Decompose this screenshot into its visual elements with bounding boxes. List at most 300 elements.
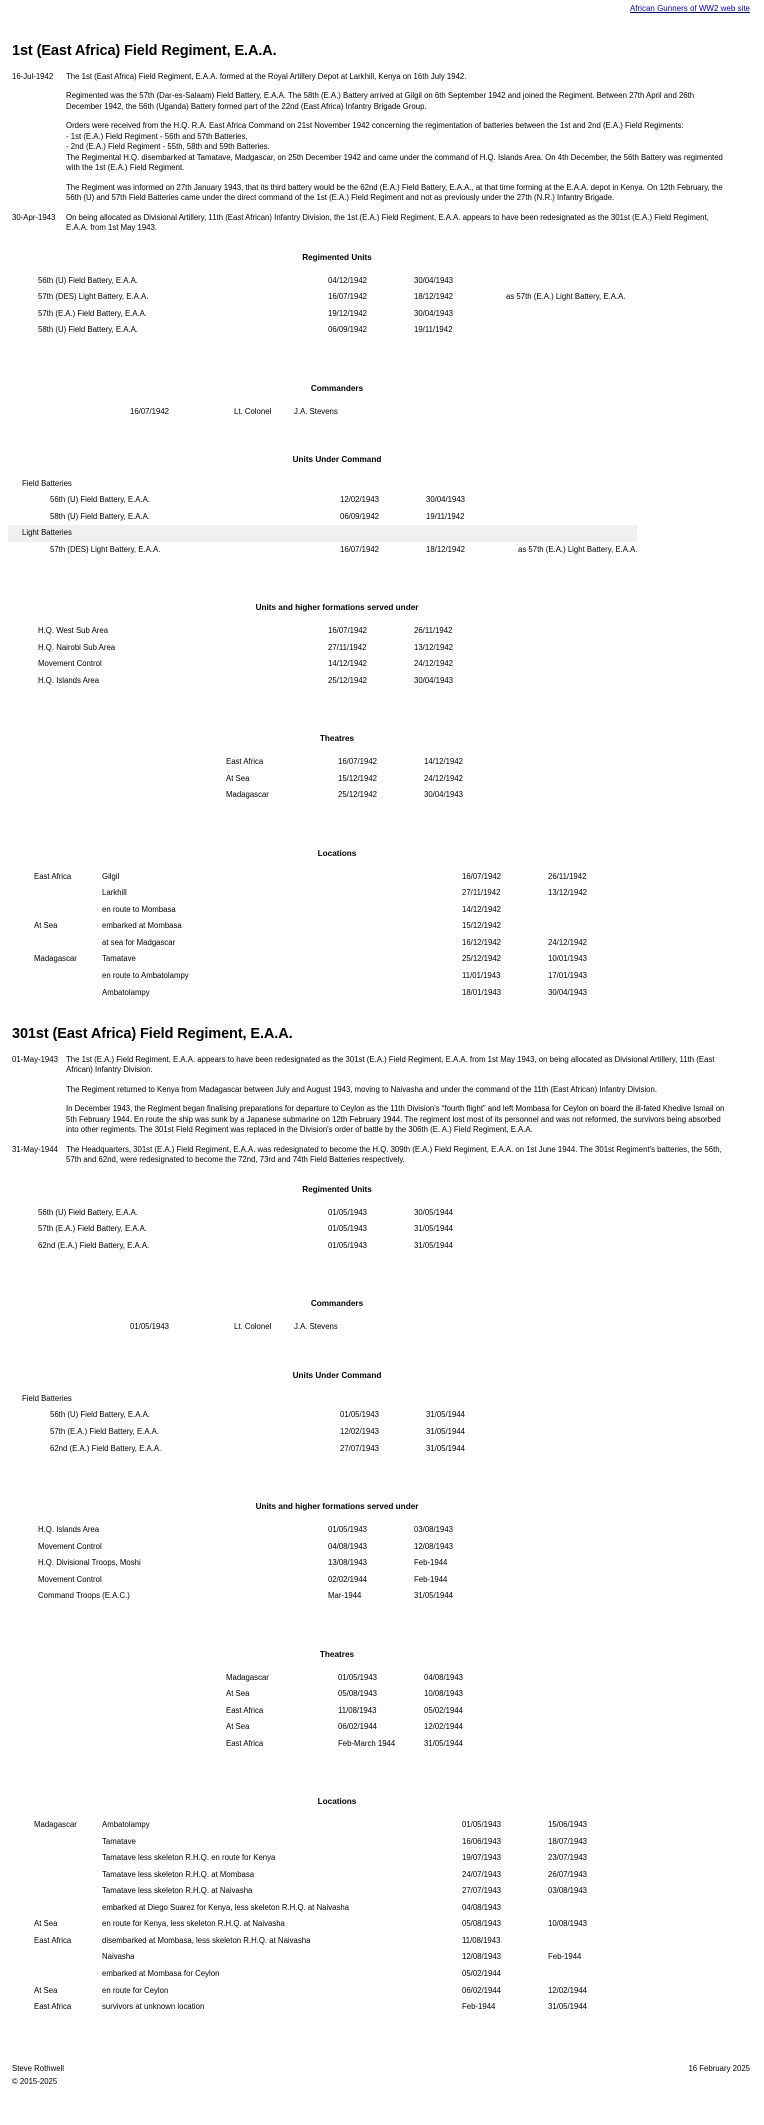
unit-note: [500, 1221, 506, 1238]
location-to-date: Feb-1944: [548, 1952, 582, 1962]
location-theatre: [34, 885, 102, 902]
regimented-units-heading: Regimented Units: [302, 1184, 372, 1194]
location-to-date: [548, 1966, 634, 1983]
regimented-units-table: [8, 1205, 506, 1255]
table-row: [8, 1539, 500, 1556]
location-to-date: 12/02/1944: [548, 1985, 588, 1995]
unit-name: 58th (U) Field Battery, E.A.A.: [50, 511, 150, 521]
table-row: [34, 902, 634, 919]
table-row: [8, 1555, 500, 1572]
location-theatre: At Sea: [34, 1919, 58, 1929]
location-from-date: 14/12/1942: [462, 904, 502, 914]
table-row: [34, 1817, 634, 1834]
unit-note: [500, 322, 625, 339]
history-paragraph: Regimented was the 57th (Dar-es-Salaam) Field Battery, E.A.A. The 58th (E.A.) Battery arrived at Gilgil on 6th September 1942 and joined the Regiment. Between 27th April and 26th December 1942, the 56th (Uganda) Battery formed part of the 22nd (East Africa) Infantry Brigade Group.: [66, 91, 695, 111]
theatre-to-date: 04/08/1943: [424, 1672, 464, 1682]
group-label: Field Batteries: [22, 1393, 72, 1403]
units-under-command-table: [8, 476, 637, 559]
table-row: [130, 404, 338, 421]
formation-to-date: 24/12/1942: [414, 659, 454, 669]
history-entry-date: 30-Apr-1943: [12, 212, 56, 222]
theatre-to-date: 31/05/1944: [424, 1738, 464, 1748]
theatre-name: Madagascar: [226, 790, 269, 800]
history-paragraph: The 1st (East Africa) Field Regiment, E.A.A. formed at the Royal Artillery Depot at Larkhill, Kenya on 16th July 1942.: [66, 71, 467, 81]
location-from-date: 05/02/1944: [462, 1969, 502, 1978]
table-row: [8, 542, 637, 559]
history-paragraph: Orders were received from the H.Q. R.A. East Africa Command on 21st November 1942 concerning the regimentation of batteries between the 1st and 2nd (E.A.) Field Regiments:: [66, 121, 684, 131]
location-from-date: 15/12/1942: [462, 921, 502, 931]
unit-name: 57th (E.A.) Field Battery, E.A.A.: [38, 308, 148, 318]
theatre-name: East Africa: [226, 757, 264, 767]
table-row: [34, 1933, 634, 1950]
location-from-date: 11/08/1943: [462, 1935, 501, 1945]
spacer: [8, 1752, 756, 1778]
location-theatre: At Sea: [34, 921, 58, 931]
location-to-date: 18/07/1943: [548, 1836, 588, 1846]
regiment-title: 1st (East Africa) Field Regiment, E.A.A.: [12, 43, 277, 59]
location-from-date: 18/01/1943: [462, 987, 502, 997]
table-row: [34, 1883, 634, 1900]
formation-name: H.Q. Nairobi Sub Area: [38, 642, 116, 652]
table-row: [34, 1999, 634, 2016]
location-from-date: 16/06/1943: [462, 1836, 502, 1846]
table-row: [8, 1407, 518, 1424]
unit-note: [500, 1205, 506, 1222]
group-label: Light Batteries: [8, 525, 637, 542]
unit-from-date: 16/07/1942: [340, 544, 380, 554]
commander-rank: Lt. Colonel: [234, 406, 272, 416]
unit-note: as 57th (E.A.) Light Battery, E.A.A.: [518, 544, 638, 554]
theatre-from-date: 16/07/1942: [338, 757, 378, 767]
location-place: en route for Ceylon: [102, 1985, 169, 1995]
unit-name: 58th (U) Field Battery, E.A.A.: [38, 325, 138, 335]
theatre-from-date: 15/12/1942: [338, 773, 378, 783]
location-place: Tamatave: [102, 1836, 136, 1846]
unit-to-date: 31/05/1944: [426, 1443, 466, 1453]
formation-from-date: 04/08/1943: [328, 1541, 368, 1551]
commanders-heading: Commanders: [310, 1299, 364, 1309]
location-from-date: 11/01/1943: [462, 970, 501, 980]
table-row: [34, 951, 634, 968]
table-row: [8, 1221, 506, 1238]
african-gunners-website-link[interactable]: African Gunners of WW2 web site: [629, 4, 750, 13]
footer-copyright: © 2015-2025: [12, 2077, 58, 2087]
theatre-name: At Sea: [226, 1689, 250, 1699]
history-entry-date: 01-May-1943: [12, 1054, 58, 1064]
location-to-date: [548, 1933, 634, 1950]
footer-date: 16 February 2025: [688, 2063, 750, 2073]
history-paragraph: - 2nd (E.A.) Field Regiment - 55th, 58th and 59th Batteries.: [66, 142, 270, 152]
regiments-container: [8, 42, 756, 2016]
formation-name: H.Q. West Sub Area: [38, 626, 109, 636]
unit-name: 57th (DES) Light Battery, E.A.A.: [50, 544, 161, 554]
table-row: [8, 289, 625, 306]
table-row: [226, 1719, 510, 1736]
regiment-section-1: [8, 42, 756, 1001]
table-row: [8, 322, 625, 339]
location-theatre: Madagascar: [34, 1820, 77, 1830]
served-under-table: [8, 623, 500, 689]
location-theatre: Madagascar: [34, 954, 77, 964]
location-from-date: 16/12/1942: [462, 937, 502, 947]
unit-note: [500, 273, 625, 290]
unit-from-date: 19/12/1942: [328, 308, 368, 318]
table-row: [34, 885, 634, 902]
location-to-date: [548, 1900, 634, 1917]
history-entry-body: [66, 1055, 756, 1136]
table-row: [8, 673, 500, 690]
table-row: [226, 787, 510, 804]
unit-note: [500, 1238, 506, 1255]
locations-table: [34, 1817, 634, 2015]
locations-heading: Locations: [317, 1797, 357, 1807]
theatre-from-date: 06/02/1944: [338, 1722, 378, 1732]
history-entry: [8, 213, 756, 234]
table-row: [34, 1949, 634, 1966]
theatre-to-date: 24/12/1942: [424, 773, 464, 783]
theatre-to-date: 30/04/1943: [424, 790, 464, 800]
theatre-to-date: 10/08/1943: [424, 1689, 464, 1699]
table-row: [8, 623, 500, 640]
unit-to-date: 19/11/1942: [414, 325, 453, 335]
history-entry-body: [66, 213, 756, 234]
location-from-date: 24/07/1943: [462, 1869, 502, 1879]
theatre-from-date: 25/12/1942: [338, 790, 378, 800]
location-from-date: 27/11/1942: [462, 888, 501, 898]
unit-from-date: 06/09/1942: [340, 511, 380, 521]
theatre-from-date: 05/08/1943: [338, 1689, 378, 1699]
location-place: en route for Kenya, less skeleton R.H.Q. at Naivasha: [102, 1919, 285, 1929]
unit-from-date: 01/05/1943: [340, 1410, 380, 1420]
spacer: [8, 1605, 756, 1631]
theatre-to-date: 12/02/1944: [424, 1722, 464, 1732]
theatre-name: Madagascar: [226, 1672, 269, 1682]
location-theatre: [34, 902, 102, 919]
formation-from-date: 27/11/1942: [328, 642, 367, 652]
table-row: [8, 640, 500, 657]
regiment-history: [8, 72, 756, 234]
theatre-from-date: Feb-March 1944: [338, 1738, 396, 1748]
formation-to-date: Feb-1944: [414, 1574, 448, 1584]
location-to-date: 03/08/1943: [548, 1886, 588, 1896]
location-place: disembarked at Mombasa, less skeleton R.H.Q. at Naivasha: [102, 1935, 311, 1945]
location-to-date: 26/11/1942: [548, 871, 587, 881]
location-to-date: 15/06/1943: [548, 1820, 588, 1830]
formation-name: H.Q. Islands Area: [38, 1525, 100, 1535]
theatres-heading: Theatres: [319, 734, 355, 744]
unit-to-date: 31/05/1944: [414, 1240, 454, 1250]
history-entry: [8, 72, 756, 204]
table-row: [34, 985, 634, 1002]
formation-name: Movement Control: [38, 1541, 102, 1551]
table-row: [226, 1686, 510, 1703]
spacer: [8, 420, 756, 436]
location-theatre: [34, 1883, 102, 1900]
unit-from-date: 12/02/1943: [340, 495, 380, 505]
history-paragraph: On being allocated as Divisional Artillery, 11th (East African) Infantry Division, the 1st (E.A.) Field Regiment, E.A.A. appears to have been redesignated as the 301st (E.A.) Field Regiment, E.A.A. from 1st May 1943.: [66, 212, 709, 233]
spacer: [8, 1254, 756, 1280]
served-under-heading: Units and higher formations served under: [255, 603, 419, 613]
commander-name: J.A. Stevens: [294, 406, 338, 416]
location-from-date: 06/02/1944: [462, 1985, 502, 1995]
served-under-heading: Units and higher formations served under: [255, 1502, 419, 1512]
location-from-date: 12/08/1943: [462, 1952, 502, 1962]
history-paragraph: In December 1943, the Regiment began finalising preparations for departure to Ceylon as the 11th Division's “fourth flight” and left Mombasa for Ceylon on board the ill-fated Khedive Ismail on 5th February 1944. En route the ship was sunk by a Japanese submarine on 12th February 1944. The regiment lost most of its personnel and was not reformed, the survivors being absorbed into other regiments. The 301st Field Regiment was replaced in the Division's order of battle by the 306th (E. A.) Field Regiment, E.A.A.: [66, 1104, 725, 1135]
table-row: [34, 1983, 634, 2000]
history-entry-date: 31-May-1944: [12, 1144, 58, 1154]
location-place: Tamatave less skeleton R.H.Q. en route for Kenya: [102, 1853, 276, 1863]
formation-name: H.Q. Divisional Troops, Moshi: [38, 1558, 141, 1568]
table-row: [8, 492, 637, 509]
page-footer: [8, 2064, 756, 2101]
location-from-date: 01/05/1943: [462, 1820, 502, 1830]
location-place: survivors at unknown location: [102, 2002, 205, 2012]
formation-name: H.Q. Islands Area: [38, 675, 100, 685]
unit-to-date: 19/11/1942: [426, 511, 465, 521]
formation-name: Command Troops (E.A.C.): [38, 1591, 130, 1601]
locations-table: [34, 869, 634, 1001]
unit-to-date: 30/04/1943: [414, 275, 454, 285]
unit-name: 57th (E.A.) Field Battery, E.A.A.: [50, 1426, 160, 1436]
location-to-date: [548, 918, 634, 935]
table-row: [34, 1867, 634, 1884]
location-theatre: [34, 1949, 102, 1966]
location-place: Larkhill: [102, 888, 127, 898]
commander-date: 16/07/1942: [130, 406, 170, 416]
theatre-name: East Africa: [226, 1705, 264, 1715]
formation-to-date: 30/04/1943: [414, 675, 454, 685]
location-theatre: [34, 1834, 102, 1851]
unit-note: [512, 1424, 518, 1441]
table-row: [8, 1588, 500, 1605]
location-from-date: Feb-1944: [462, 2002, 496, 2012]
table-row: [8, 1522, 500, 1539]
unit-to-date: 31/05/1944: [414, 1224, 454, 1234]
formation-name: Movement Control: [38, 659, 102, 669]
table-row: [8, 656, 500, 673]
location-place: at sea for Madgascar: [102, 937, 176, 947]
location-theatre: [34, 1867, 102, 1884]
theatre-from-date: 11/08/1943: [338, 1705, 377, 1715]
unit-name: 56th (U) Field Battery, E.A.A.: [38, 1207, 138, 1217]
group-header-row: [8, 1391, 518, 1408]
location-place: embarked at Mombasa for Ceylon: [102, 1969, 220, 1978]
regimented-units-table: [8, 273, 625, 339]
unit-name: 62nd (E.A.) Field Battery, E.A.A.: [38, 1240, 150, 1250]
footer-author: Steve Rothwell: [12, 2063, 65, 2073]
commander-name: J.A. Stevens: [294, 1322, 338, 1332]
theatres-heading: Theatres: [319, 1649, 355, 1659]
spacer: [8, 804, 756, 830]
units-under-command-heading: Units Under Command: [292, 1370, 382, 1380]
table-row: [34, 1966, 634, 1983]
regiment-title: 301st (East Africa) Field Regiment, E.A.A.: [12, 1026, 293, 1043]
location-to-date: 30/04/1943: [548, 987, 588, 997]
location-theatre: [34, 935, 102, 952]
theatres-table: [226, 1670, 510, 1753]
location-from-date: 27/07/1943: [462, 1886, 502, 1896]
unit-note: [512, 509, 637, 526]
regiment-history: [8, 1055, 756, 1166]
unit-name: 62nd (E.A.) Field Battery, E.A.A.: [50, 1443, 162, 1453]
history-paragraph: The Regiment was informed on 27th January 1943, that its third battery would be the 62nd (E.A.) Field Battery, E.A.A., at that time forming at the E.A.A. depot in Kenya. On 12th February, the 56th (U) and 57th Field Batteries came under the direct command of the 1st (E.A.) Field Regiment and not as previously under the 27th (N.R.) Infantry Brigade.: [66, 182, 723, 203]
table-row: [226, 771, 510, 788]
formation-to-date: 13/12/1942: [414, 642, 454, 652]
location-place: embarked at Mombasa: [102, 921, 182, 931]
regimented-units-heading: Regimented Units: [302, 252, 372, 262]
history-entry: [8, 1055, 756, 1136]
location-to-date: 13/12/1942: [548, 888, 588, 898]
table-row: [130, 1319, 338, 1336]
spacer: [8, 689, 756, 715]
location-theatre: [34, 1966, 102, 1983]
location-place: Ambatolampy: [102, 1820, 150, 1830]
history-paragraph: The Headquarters, 301st (E.A.) Field Regiment, E.A.A. was redesignated to become the H.Q. 309th (E.A.) Field Regiment, E.A.A. on 1st June 1944. The 301st Regiment's batteries, the 56th, 57th and 62nd, were redesignated to become the 72nd, 73rd and 74th Field Batteries respectively.: [66, 1144, 722, 1165]
unit-from-date: 27/07/1943: [340, 1443, 380, 1453]
location-place: Tamatave less skeleton R.H.Q. at Mombasa: [102, 1869, 255, 1879]
location-place: en route to Ambatolampy: [102, 970, 189, 980]
location-theatre: [34, 985, 102, 1002]
location-place: Tamatave: [102, 954, 136, 964]
unit-to-date: 18/12/1942: [414, 292, 454, 302]
location-from-date: 25/12/1942: [462, 954, 502, 964]
unit-to-date: 30/05/1944: [414, 1207, 454, 1217]
table-row: [34, 1834, 634, 1851]
unit-to-date: 30/04/1943: [414, 308, 454, 318]
unit-from-date: 01/05/1943: [328, 1224, 368, 1234]
location-to-date: [548, 902, 634, 919]
group-label: Field Batteries: [22, 478, 72, 488]
spacer: [8, 558, 756, 584]
regiment-section-2: [8, 1025, 756, 2016]
unit-name: 56th (U) Field Battery, E.A.A.: [50, 495, 150, 505]
unit-to-date: 18/12/1942: [426, 544, 466, 554]
table-row: [8, 273, 625, 290]
group-header-row: [8, 476, 637, 493]
unit-from-date: 06/09/1942: [328, 325, 368, 335]
table-row: [34, 869, 634, 886]
location-place: Naivasha: [102, 1952, 135, 1962]
table-row: [226, 754, 510, 771]
theatre-name: At Sea: [226, 1722, 250, 1732]
unit-to-date: 30/04/1943: [426, 495, 466, 505]
location-place: en route to Mombasa: [102, 904, 176, 914]
history-paragraph: The Regimental H.Q. disembarked at Tamatave, Madgascar, on 25th December 1942 and came under the command of H.Q. Islands Area. On 4th December, the 56th Battery was regimented with the 1st (E.A.) Field Regiment.: [66, 152, 723, 173]
theatre-to-date: 05/02/1944: [424, 1705, 464, 1715]
location-theatre: At Sea: [34, 1985, 58, 1995]
served-under-table: [8, 1522, 500, 1605]
unit-from-date: 01/05/1943: [328, 1240, 368, 1250]
location-theatre: East Africa: [34, 2002, 72, 2012]
unit-from-date: 01/05/1943: [328, 1207, 368, 1217]
theatre-to-date: 14/12/1942: [424, 757, 464, 767]
unit-from-date: 16/07/1942: [328, 292, 368, 302]
theatre-from-date: 01/05/1943: [338, 1672, 378, 1682]
top-link-row: [8, 0, 756, 18]
unit-note: [512, 1407, 518, 1424]
location-to-date: 26/07/1943: [548, 1869, 588, 1879]
formation-from-date: 14/12/1942: [328, 659, 368, 669]
group-header-row: [8, 525, 637, 542]
location-to-date: 24/12/1942: [548, 937, 588, 947]
location-place: Tamatave less skeleton R.H.Q. at Naivasha: [102, 1886, 253, 1896]
table-row: [8, 509, 637, 526]
location-to-date: 17/01/1943: [548, 970, 588, 980]
table-row: [34, 1916, 634, 1933]
location-from-date: 04/08/1943: [462, 1902, 502, 1912]
location-theatre: East Africa: [34, 1935, 72, 1945]
location-to-date: 10/01/1943: [548, 954, 588, 964]
location-to-date: 10/08/1943: [548, 1919, 588, 1929]
formation-to-date: 12/08/1943: [414, 1541, 454, 1551]
theatre-name: East Africa: [226, 1738, 264, 1748]
commander-rank: Lt. Colonel: [234, 1322, 272, 1332]
location-from-date: 05/08/1943: [462, 1919, 502, 1929]
location-from-date: 16/07/1942: [462, 871, 502, 881]
commander-date: 01/05/1943: [130, 1322, 170, 1332]
table-row: [8, 1572, 500, 1589]
formation-to-date: 03/08/1943: [414, 1525, 454, 1535]
history-paragraph: The 1st (E.A.) Field Regiment, E.A.A. appears to have been redesignated as the 301st (E.A.) Field Regiment, E.A.A. from 1st May 1943, on being allocated as Divisional Artillery, 11th (East African) Infantry Division.: [66, 1054, 715, 1075]
formation-from-date: Mar-1944: [328, 1591, 362, 1601]
spacer: [8, 1336, 756, 1352]
history-entry-body: [66, 1145, 756, 1166]
unit-from-date: 04/12/1942: [328, 275, 368, 285]
unit-to-date: 31/05/1944: [426, 1426, 466, 1436]
unit-note: [512, 1441, 518, 1458]
theatre-name: At Sea: [226, 773, 250, 783]
location-place: embarked at Diego Suarez for Kenya, less skeleton R.H.Q. at Naivasha: [102, 1902, 350, 1912]
unit-from-date: 12/02/1943: [340, 1426, 380, 1436]
unit-name: 56th (U) Field Battery, E.A.A.: [38, 275, 138, 285]
table-row: [34, 1900, 634, 1917]
spacer: [8, 339, 756, 365]
footer-left: [12, 2064, 64, 2091]
formation-from-date: 16/07/1942: [328, 626, 368, 636]
table-row: [8, 1424, 518, 1441]
location-theatre: [34, 1850, 102, 1867]
locations-heading: Locations: [317, 848, 357, 858]
history-entry: [8, 1145, 756, 1166]
commanders-heading: Commanders: [310, 383, 364, 393]
history-paragraph: The Regiment returned to Kenya from Madagascar between July and August 1943, moving to Naivasha and under the command of the 11th (East African) Infantry Division.: [66, 1084, 658, 1094]
table-row: [226, 1736, 510, 1753]
location-to-date: 31/05/1944: [548, 2002, 588, 2012]
table-row: [8, 1441, 518, 1458]
formation-from-date: 01/05/1943: [328, 1525, 368, 1535]
formation-from-date: 02/02/1944: [328, 1574, 368, 1584]
table-row: [34, 1850, 634, 1867]
location-place: Gilgil: [102, 871, 120, 881]
unit-to-date: 31/05/1944: [426, 1410, 466, 1420]
units-under-command-heading: Units Under Command: [292, 455, 382, 465]
table-row: [34, 918, 634, 935]
location-from-date: 19/07/1943: [462, 1853, 502, 1863]
formation-to-date: 26/11/1942: [414, 626, 453, 636]
table-row: [226, 1670, 510, 1687]
location-theatre: [34, 1900, 102, 1917]
history-entry-body: [66, 72, 756, 204]
unit-note: [500, 306, 625, 323]
formation-from-date: 25/12/1942: [328, 675, 368, 685]
unit-name: 57th (E.A.) Field Battery, E.A.A.: [38, 1224, 148, 1234]
table-row: [34, 935, 634, 952]
commanders-table: [130, 1319, 338, 1336]
units-under-command-table: [8, 1391, 518, 1457]
table-row: [34, 968, 634, 985]
history-paragraph: - 1st (E.A.) Field Regiment - 56th and 57th Batteries,: [66, 131, 248, 141]
spacer: [8, 1457, 756, 1483]
